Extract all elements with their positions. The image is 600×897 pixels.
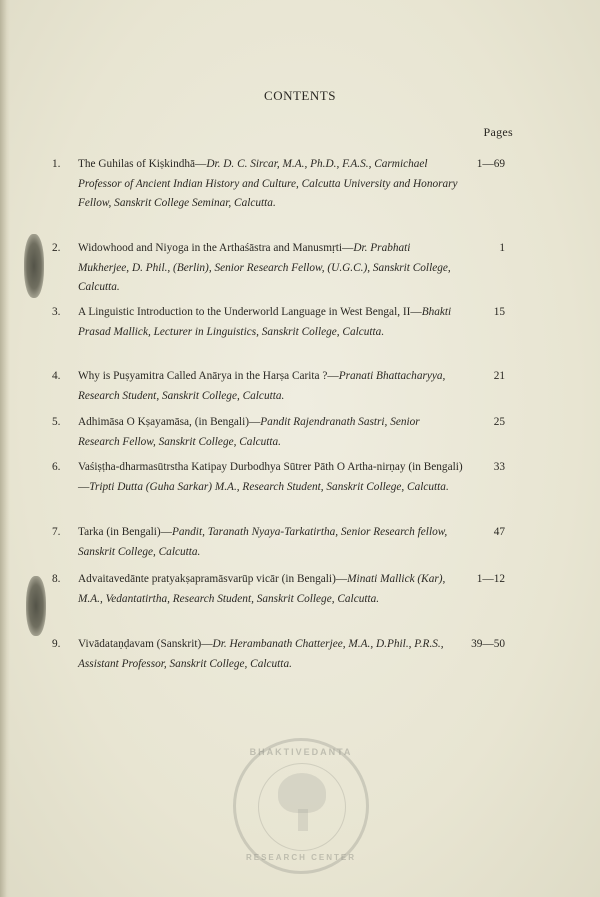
entry-number: 5.: [52, 416, 61, 428]
seal-top-text: BHAKTIVEDANTA: [249, 747, 353, 757]
entry-title: A Linguistic Introduction to the Underworld Language in West Bengal, II—: [78, 306, 422, 318]
entry-title: The Guhilas of Kiṣkindhā—: [78, 158, 207, 170]
entry-title: Adhimāsa O Kṣayamāsa, (in Bengali)—: [78, 416, 261, 428]
entry-text: [78, 303, 463, 342]
contents-entry-2: [52, 239, 507, 301]
entry-title: Vivādataṇḍavam (Sanskrit)—: [78, 638, 213, 650]
entry-title: Advaitavedānte pratyakṣapramāsvarūp vicār (in Bengali)—: [78, 573, 348, 585]
page-edge-shadow: [0, 0, 10, 897]
entry-number: 2.: [52, 242, 61, 254]
tree-icon: [278, 773, 326, 813]
tree-trunk-icon: [298, 809, 308, 831]
entry-pages: 21: [493, 370, 505, 382]
entry-number: 7.: [52, 526, 61, 538]
entry-text: [78, 458, 463, 497]
seal-bottom-text: RESEARCH CENTER: [245, 853, 356, 862]
ink-stain-mark: [24, 234, 44, 298]
entry-author: Tripti Dutta (Guha Sarkar) M.A., Research Student, Sanskrit College, Calcutta.: [89, 480, 449, 493]
entry-title: Why is Puṣyamitra Called Anārya in the Harṣa Carita ?—: [78, 370, 339, 382]
entry-number: 8.: [52, 573, 61, 585]
entry-pages: 39—50: [471, 638, 505, 650]
entry-text: [78, 367, 463, 406]
entry-number: 4.: [52, 370, 61, 382]
contents-entry-9: [52, 635, 507, 677]
contents-entry-8: [52, 570, 507, 632]
entry-number: 6.: [52, 461, 61, 473]
entry-text: [78, 570, 463, 609]
entry-pages: 1: [499, 242, 505, 254]
entry-number: 3.: [52, 306, 61, 318]
entry-number: 9.: [52, 638, 61, 650]
contents-entry-5: [52, 413, 507, 455]
entry-pages: 47: [493, 526, 505, 538]
entry-number: 1.: [52, 158, 61, 170]
contents-entry-3: [52, 303, 507, 365]
entry-author: Dr. D. C. Sircar, M.A., Ph.D., F.A.S., Carmichael Professor of Ancient Indian History and Culture, Calcutta University and Honorary Fellow, Sanskrit College Seminar, Calcutta.: [78, 158, 458, 209]
entry-title: Vaśiṣṭha-dharmasūtrstha Katipay Durbodhya Sūtrer Pāth O Artha-nirṇay (in Bengali)—: [78, 461, 463, 493]
entry-pages: 25: [493, 416, 505, 428]
entry-pages: 1—69: [476, 158, 505, 170]
contents-entry-6: [52, 458, 507, 520]
entry-author: Bhakti Prasad Mallick, Lecturer in Linguistics, Sanskrit College, Calcutta.: [78, 306, 452, 338]
contents-entry-7: [52, 523, 507, 565]
entry-pages: 15: [493, 306, 505, 318]
entry-pages: 1—12: [476, 573, 505, 585]
entry-text: [78, 155, 463, 214]
contents-entry-4: [52, 367, 507, 409]
entry-text: [78, 413, 463, 452]
entry-author: Pandit Rajendranath Sastri, Senior Research Fellow, Sanskrit College, Calcutta.: [78, 416, 420, 448]
entry-author: Pranati Bhattacharyya, Research Student, Sanskrit College, Calcutta.: [78, 370, 446, 402]
entry-text: [78, 239, 463, 298]
contents-entry-1: [52, 155, 507, 235]
entry-title: Widowhood and Niyoga in the Arthaśāstra and Manusmṛti—: [78, 242, 354, 254]
entry-pages: 33: [493, 461, 505, 473]
entry-text: [78, 523, 463, 562]
entry-text: [78, 635, 463, 674]
entry-author: Minati Mallick (Kar), M.A., Vedantatirtha, Research Student, Sanskrit College, Calcutta.: [78, 573, 446, 605]
pages-column-header: Pages: [483, 125, 513, 139]
entry-author: Dr. Prabhati Mukherjee, D. Phil., (Berlin), Senior Research Fellow, (U.G.C.), Sanskrit College, Calcutta.: [78, 242, 451, 293]
ink-stain-mark: [26, 576, 46, 636]
entry-title: Tarka (in Bengali)—: [78, 526, 172, 538]
library-watermark-seal: [233, 738, 369, 874]
entry-author: Pandit, Taranath Nyaya-Tarkatirtha, Senior Research fellow, Sanskrit College, Calcutta.: [78, 526, 448, 558]
entry-author: Dr. Herambanath Chatterjee, M.A., D.Phil., P.R.S., Assistant Professor, Sanskrit College, Calcutta.: [78, 638, 444, 670]
contents-title: CONTENTS: [264, 88, 336, 103]
